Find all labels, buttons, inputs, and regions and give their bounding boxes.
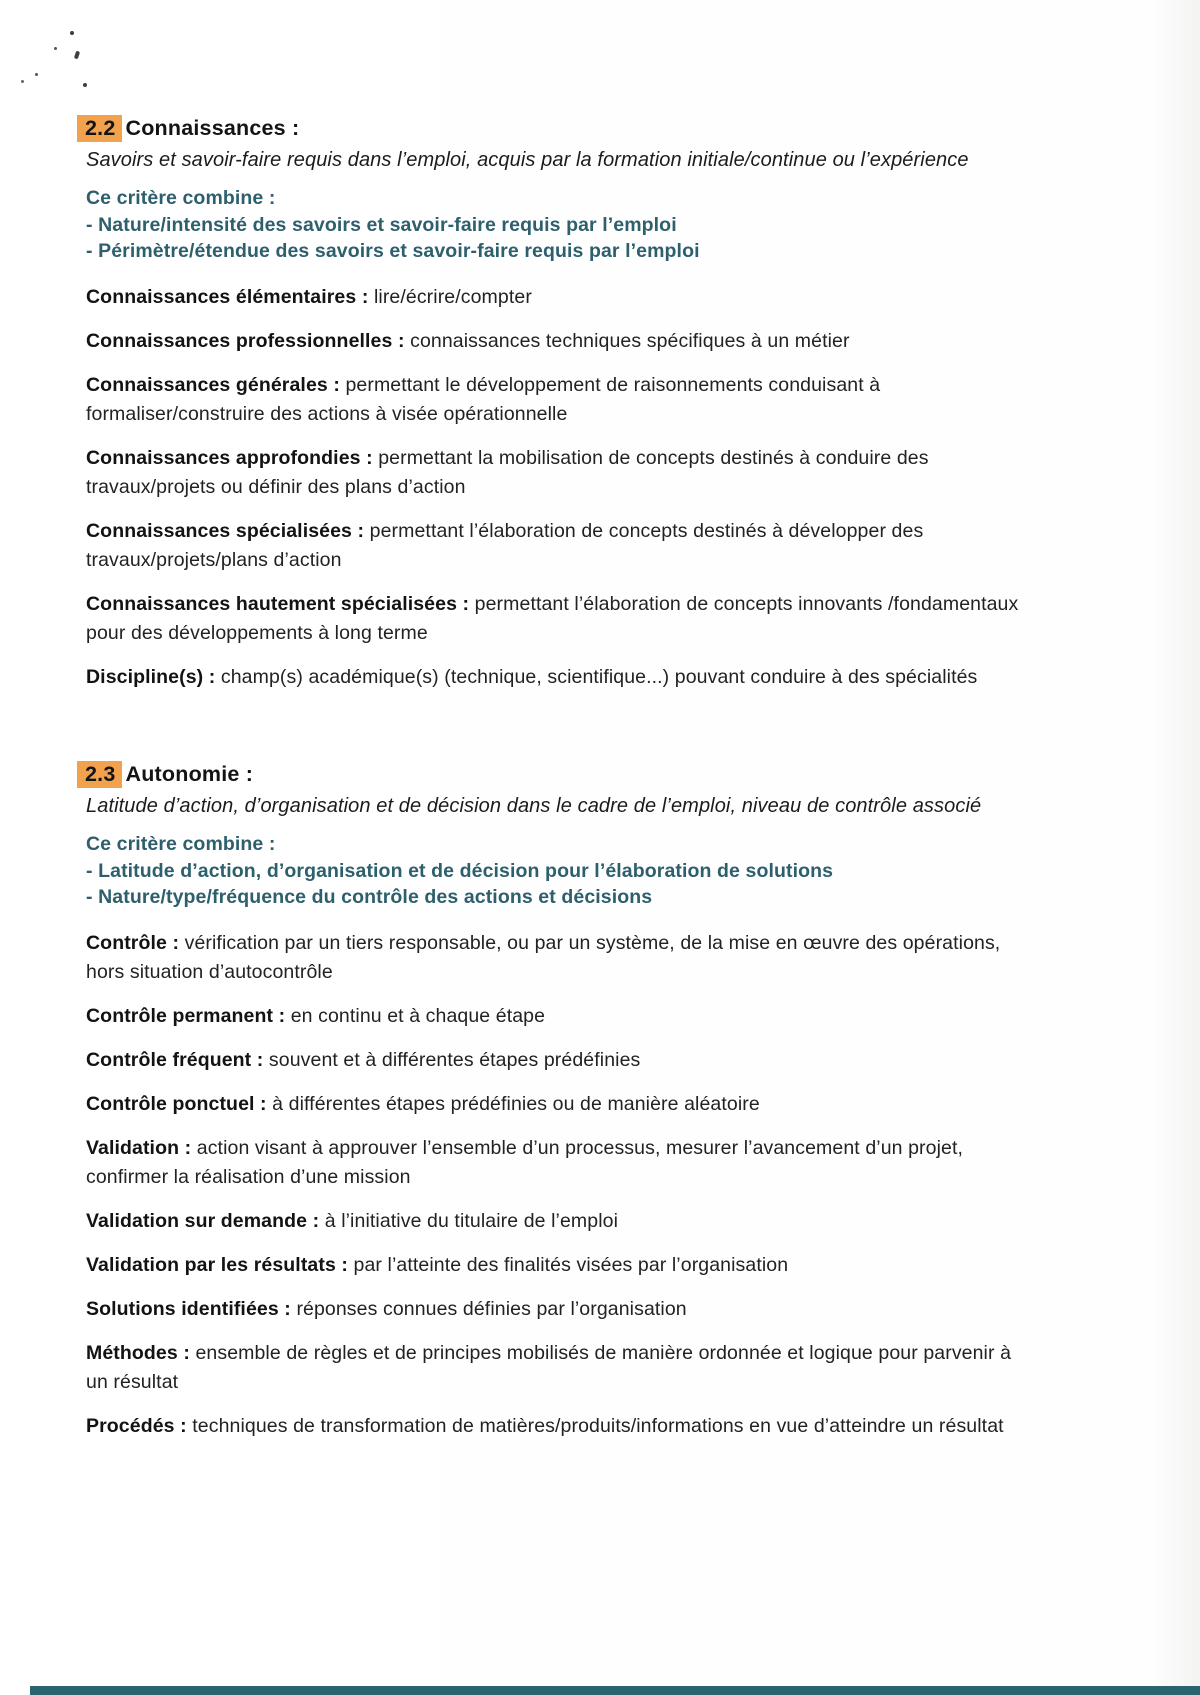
section-autonomie xyxy=(86,760,1036,1456)
definition-text: par l’atteinte des finalités visées par l’organisation xyxy=(353,1253,789,1276)
section-connaissances xyxy=(86,114,1036,707)
definition-term: Solutions identifiées : xyxy=(86,1297,291,1320)
combine-item: - Nature/intensité des savoirs et savoir-faire requis par l’emploi xyxy=(86,213,677,236)
definition-term: Validation par les résultats : xyxy=(86,1253,349,1276)
definition-term: Connaissances spécialisées : xyxy=(86,519,365,542)
combine-item: - Nature/type/fréquence du contrôle des actions et décisions xyxy=(86,886,653,908)
definition-text: réponses connues définies par l’organisation xyxy=(296,1297,687,1320)
scan-speckle xyxy=(35,73,38,76)
section-description: Savoirs et savoir-faire requis dans l’emploi, acquis par la formation initiale/continue ou l’expérience xyxy=(86,149,969,171)
scan-speckle xyxy=(83,83,87,87)
definition xyxy=(86,590,1034,648)
section-number-highlight: 2.3 xyxy=(77,761,122,788)
scan-speckle xyxy=(54,47,57,50)
combine-heading: Ce critère combine : xyxy=(86,187,276,209)
footer-accent-bar xyxy=(30,1686,1200,1695)
definition-term: Discipline(s) : xyxy=(86,665,216,688)
scan-speckle xyxy=(21,80,24,83)
definition-term: Validation sur demande : xyxy=(86,1209,320,1232)
definition-term: Connaissances hautement spécialisées : xyxy=(86,592,470,615)
definition-term: Contrôle fréquent : xyxy=(86,1048,264,1071)
scan-speckle xyxy=(70,31,74,35)
section-title: Connaissances : xyxy=(125,116,300,140)
criteria-combine-block xyxy=(86,185,1036,265)
definition xyxy=(86,1002,1034,1031)
definition xyxy=(86,1090,1034,1119)
combine-heading: Ce critère combine : xyxy=(86,833,276,855)
definition xyxy=(86,371,1034,429)
section-description: Latitude d’action, d’organisation et de décision dans le cadre de l’emploi, niveau de contrôle associé xyxy=(86,795,982,817)
section-heading xyxy=(86,114,1036,142)
definition xyxy=(86,1339,1034,1397)
definition-text: permettant l’élaboration de concepts destinés à développer des travaux/projets/plans d’action xyxy=(86,519,924,571)
definition xyxy=(86,1046,1034,1075)
definition xyxy=(86,283,1034,312)
definition xyxy=(86,1295,1034,1324)
combine-item: - Périmètre/étendue des savoirs et savoir-faire requis par l’emploi xyxy=(86,240,700,262)
section-title: Autonomie : xyxy=(125,762,254,786)
definition-term: Connaissances générales : xyxy=(86,373,340,396)
definition-text: permettant la mobilisation de concepts destinés à conduire des travaux/projets ou définir des plans d’action xyxy=(86,446,929,498)
section-heading xyxy=(86,760,1036,788)
definition-text: permettant l’élaboration de concepts innovants /fondamentaux pour des développements à long terme xyxy=(86,592,1019,644)
definition-term: Contrôle : xyxy=(86,931,180,954)
definition-text: ensemble de règles et de principes mobilisés de manière ordonnée et logique pour parvenir à un résultat xyxy=(86,1341,1012,1393)
definition-text: à l’initiative du titulaire de l’emploi xyxy=(324,1209,619,1232)
definition-text: techniques de transformation de matières/produits/informations en vue d’atteindre un résultat xyxy=(192,1414,1004,1437)
definition xyxy=(86,929,1034,987)
definition xyxy=(86,1207,1034,1236)
definition-text: action visant à approuver l’ensemble d’un processus, mesurer l’avancement d’un projet, confirmer la réalisation d’une mission xyxy=(86,1136,964,1188)
definition xyxy=(86,1251,1034,1280)
definition xyxy=(86,1412,1034,1441)
definition-text: connaissances techniques spécifiques à un métier xyxy=(410,329,850,352)
definition-term: Connaissances approfondies : xyxy=(86,446,373,469)
definition xyxy=(86,444,1034,502)
criteria-combine-block xyxy=(86,831,1036,911)
definition xyxy=(86,327,1034,356)
definition-term: Validation : xyxy=(86,1136,192,1159)
scan-speckle xyxy=(74,51,80,60)
definition-term: Méthodes : xyxy=(86,1341,190,1364)
definition-text: permettant le développement de raisonnements conduisant à formaliser/construire des actions à visée opérationnelle xyxy=(86,373,881,425)
definition-text: à différentes étapes prédéfinies ou de manière aléatoire xyxy=(272,1092,760,1115)
definition-term: Connaissances professionnelles : xyxy=(86,329,405,352)
combine-item: - Latitude d’action, d’organisation et de décision pour l’élaboration de solutions xyxy=(86,859,834,882)
definition-text: champ(s) académique(s) (technique, scientifique...) pouvant conduire à des spécialités xyxy=(220,665,978,688)
definition-text: en continu et à chaque étape xyxy=(290,1004,546,1027)
definition-term: Procédés : xyxy=(86,1414,187,1437)
section-number-highlight: 2.2 xyxy=(77,115,122,142)
definition-term: Contrôle permanent : xyxy=(86,1004,286,1027)
definition xyxy=(86,517,1034,575)
definition-text: vérification par un tiers responsable, ou par un système, de la mise en œuvre des opérations, hors situation d’autocontrôle xyxy=(86,931,1001,983)
definition xyxy=(86,663,1034,692)
definition xyxy=(86,1134,1034,1192)
definition-text: souvent et à différentes étapes prédéfinies xyxy=(268,1048,641,1071)
definition-term: Contrôle ponctuel : xyxy=(86,1092,267,1115)
definition-text: lire/écrire/compter xyxy=(373,285,532,308)
definition-term: Connaissances élémentaires : xyxy=(86,285,369,308)
